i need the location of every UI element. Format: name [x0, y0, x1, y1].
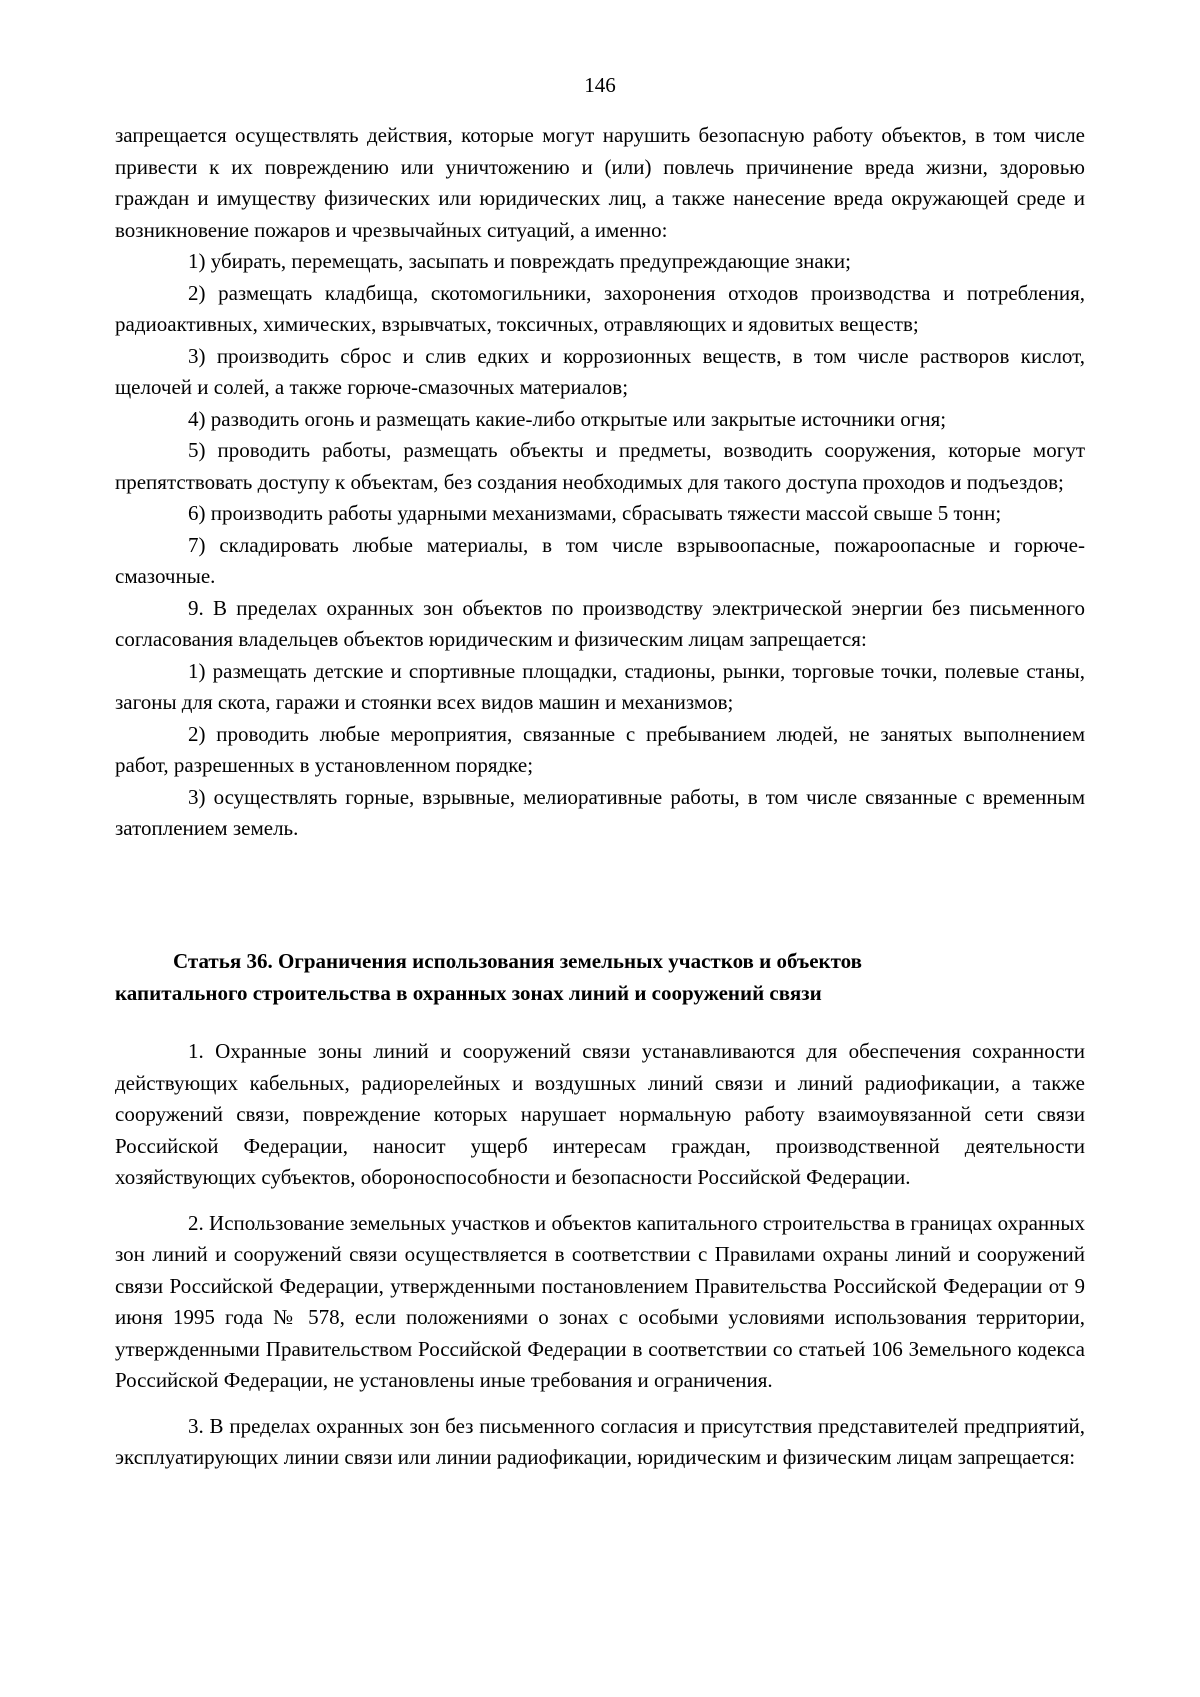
list-item: 2) размещать кладбища, скотомогильники, захоронения отходов производства и потребления, радиоактивных, химических, взрывчатых, токсичных, отравляющих и ядовитых веществ;: [115, 280, 1085, 336]
list-item: 3) производить сброс и слив едких и коррозионных веществ, в том числе растворов кислот, щелочей и солей, а также горюче-смазочных материалов;: [115, 343, 1085, 399]
list-item: 3) осуществлять горные, взрывные, мелиоративные работы, в том числе связанные с временным затоплением земель.: [115, 784, 1085, 840]
article-body: [115, 1036, 1085, 1474]
list-item: 1) убирать, перемещать, засыпать и повреждать предупреждающие знаки;: [188, 249, 851, 273]
list-item: 4) разводить огонь и размещать какие-либо открытые или закрытые источники огня;: [188, 406, 947, 431]
article-paragraph-3: 3. В пределах охранных зон без письменного согласия и присутствия представителей предприятий, эксплуатирующих линии связи или линии радиофикации, юридическим и физическим лицам запрещается:: [115, 1413, 1085, 1469]
list-item: 6) производить работы ударными механизмами, сбрасывать тяжести массой свыше 5 тонн;: [188, 501, 1002, 525]
list-item: 5) проводить работы, размещать объекты и предметы, возводить сооружения, которые могут препятствовать доступу к объектам, без создания необходимых для такого доступа проходов и подъездов;: [115, 438, 1085, 494]
list-item: 1) размещать детские и спортивные площадки, стадионы, рынки, торговые точки, полевые станы, загоны для скота, гаражи и стоянки всех видов машин и механизмов;: [115, 658, 1085, 714]
list-item: 7) складировать любые материалы, в том числе взрывоопасные, пожароопасные и горюче-смазочные.: [115, 532, 1085, 588]
article-paragraph-1: 1. Охранные зоны линий и сооружений связи устанавливаются для обеспечения сохранности действующих кабельных, радиорелейных и воздушных линий связи и линий радиофикации, а также сооружений связи, повреждение которых нарушает нормальную работу взаимоувязанной сети связи Российской Федерации, наносит ущерб интересам граждан, производственной деятельности хозяйствующих субъектов, обороноспособности и безопасности Российской Федерации.: [115, 1039, 1085, 1189]
article-paragraph-2: 2. Использование земельных участков и объектов капитального строительства в границах охранных зон линий и сооружений связи осуществляется в соответствии с Правилами охраны линий и сооружений связи Российской Федерации, утвержденными постановлением Правительства Российской Федерации от 9 июня 1995 года № 578, если положениями о зонах с особыми условиями использования территории, утвержденными Правительством Российской Федерации в соответствии со статьей 106 Земельного кодекса Российской Федерации, не установлены иные требования и ограничения.: [115, 1210, 1085, 1392]
list-item: 2) проводить любые мероприятия, связанные с пребыванием людей, не занятых выполнением работ, разрешенных в установленном порядке;: [115, 721, 1085, 777]
item-9-paragraph: 9. В пределах охранных зон объектов по производству электрической энергии без письменного согласования владельцев объектов юридическим и физическим лицам запрещается:: [115, 595, 1085, 651]
section-continuation: [115, 120, 1085, 845]
page-number: 146: [584, 73, 616, 97]
article-title-line-2: капитального строительства в охранных зонах линий и сооружений связи: [115, 981, 822, 1005]
intro-paragraph: запрещается осуществлять действия, которые могут нарушить безопасную работу объектов, в том числе привести к их повреждению или уничтожению и (или) повлечь причинение вреда жизни, здоровью граждан и имуществу физических или юридических лиц, а также нанесение вреда окружающей среде и возникновение пожаров и чрезвычайных ситуаций, а именно:: [115, 123, 1085, 242]
article-title-line-1: Статья 36. Ограничения использования земельных участков и объектов: [173, 949, 862, 973]
article-title: [115, 945, 1085, 1009]
article-heading: [115, 945, 1085, 1009]
